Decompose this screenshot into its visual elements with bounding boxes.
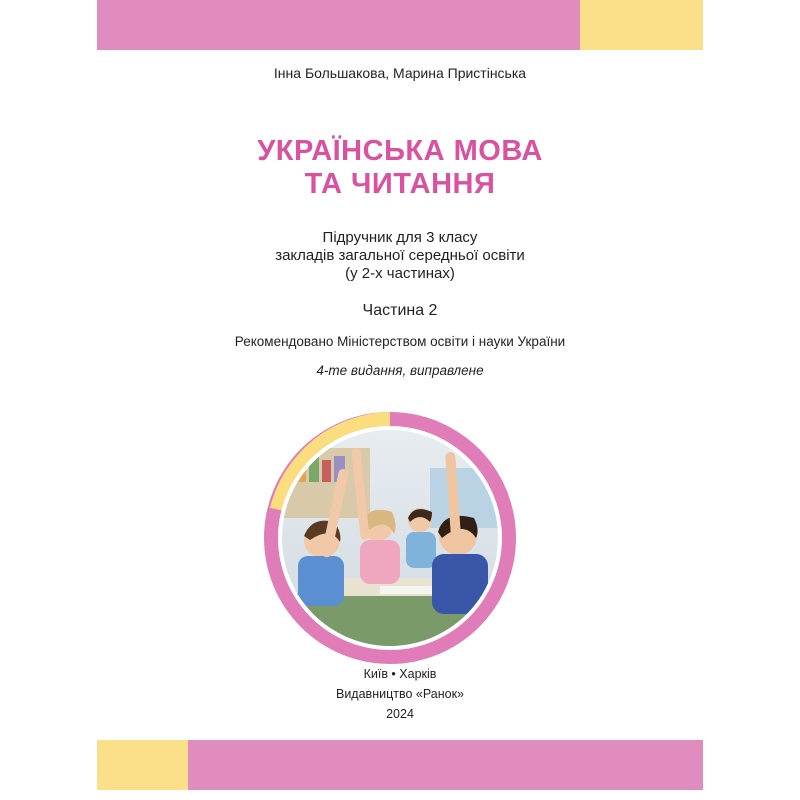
recommendation-note: Рекомендовано Міністерством освіти і науки України [234,334,566,349]
bottom-color-band [97,740,703,790]
authors: Інна Большакова, Марина Пристінська [273,65,527,81]
top-band-yellow-segment [580,0,703,50]
book-subtitle [97,229,703,283]
bottom-band-yellow-segment [97,740,188,790]
classroom-photo [260,408,520,668]
publisher-info [97,664,703,724]
top-color-band [97,0,703,50]
publisher-name: Видавництво «Ранок» [335,687,464,701]
book-title-line2: ТА ЧИТАННЯ [304,168,496,200]
book-cover [97,0,703,800]
classroom-photo-illustration [260,408,520,668]
photo-scene [260,408,520,668]
subtitle-line3: (у 2-х частинах) [345,265,455,282]
book-title-line1: УКРАЇНСЬКА МОВА [257,135,543,167]
part-number: Частина 2 [362,302,438,319]
book-title [97,135,703,201]
subtitle-line1: Підручник для 3 класу [322,229,478,246]
publication-year: 2024 [386,707,414,721]
bottom-band-pink-segment [188,740,703,790]
top-band-pink-segment [97,0,580,50]
subtitle-line2: закладів загальної середньої освіти [275,247,525,264]
publisher-cities: Київ • Харків [363,667,437,681]
edition-note: 4-те видання, виправлене [316,363,484,378]
